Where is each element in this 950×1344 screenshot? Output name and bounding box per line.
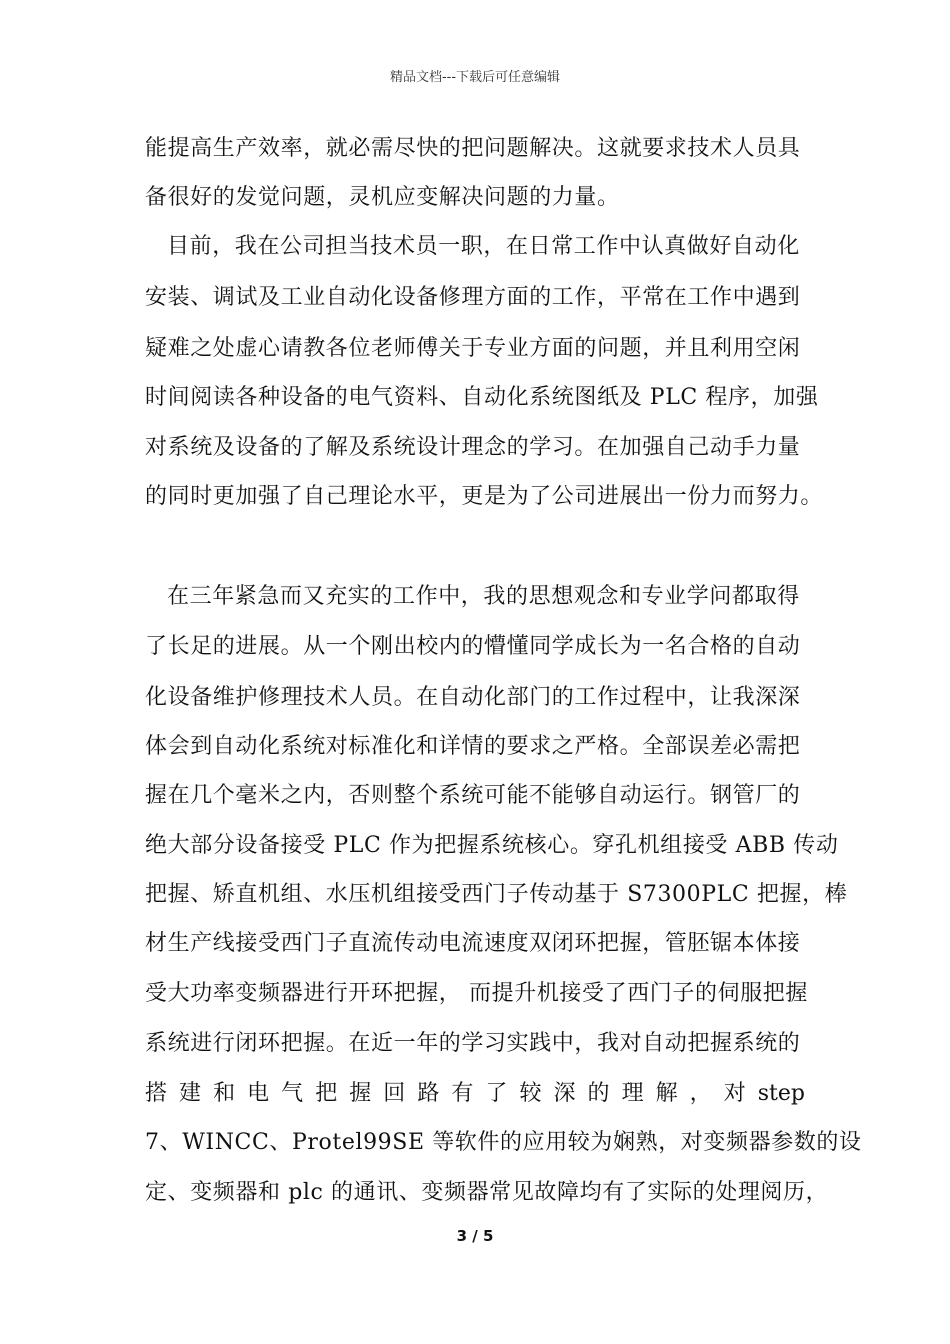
text-line: 安装、调试及工业自动化设备修理方面的工作，平常在工作中遇到 bbox=[145, 285, 801, 310]
text-line: 搭 建 和 电 气 把 握 回 路 有 了 较 深 的 理 解 ， 对 step bbox=[145, 1081, 805, 1106]
text-line: 备很好的发觉问题，灵机应变解决问题的力量。 bbox=[145, 185, 620, 210]
text-line: 化设备维护修理技术人员。在自动化部门的工作过程中，让我深深 bbox=[145, 685, 801, 710]
text-line: 材生产线接受西门子直流传动电流速度双闭环把握，管胚锯本体接 bbox=[145, 931, 801, 956]
text-line: 了长足的进展。从一个刚出校内的懵懂同学成长为一名合格的自动 bbox=[145, 634, 801, 659]
text-line: 体会到自动化系统对标准化和详情的要求之严格。全部误差必需把 bbox=[145, 734, 801, 759]
text-line: 绝大部分设备接受 PLC 作为把握系统核心。穿孔机组接受 ABB 传动 bbox=[145, 833, 839, 858]
text-line: 7、WINCC、Protel99SE 等软件的应用较为娴熟，对变频器参数的设 bbox=[145, 1130, 862, 1155]
text-line: 疑难之处虚心请教各位老师傅关于专业方面的问题，并且利用空闲 bbox=[145, 336, 801, 361]
text-line: 在三年紧急而又充实的工作中，我的思想观念和专业学问都取得 bbox=[167, 584, 800, 609]
document-header: 精品文档---下载后可任意编辑 bbox=[389, 70, 561, 85]
text-line: 时间阅读各种设备的电气资料、自动化系统图纸及 PLC 程序，加强 bbox=[145, 385, 819, 410]
text-line: 系统进行闭环把握。在近一年的学习实践中，我对自动把握系统的 bbox=[145, 1031, 801, 1056]
text-line: 对系统及设备的了解及系统设计理念的学习。在加强自己动手力量 bbox=[145, 435, 801, 460]
text-line: 受大功率变频器进行开环把握， 而提升机接受了西门子的伺服把握 bbox=[145, 981, 808, 1006]
text-line: 把握、矫直机组、水压机组接受西门子传动基于 S7300PLC 把握，棒 bbox=[145, 882, 848, 907]
page-number: 3 / 5 bbox=[456, 1227, 494, 1245]
text-line: 能提高生产效率，就必需尽快的把问题解决。这就要求技术人员具 bbox=[145, 136, 801, 161]
text-line: 目前，我在公司担当技术员一职，在日常工作中认真做好自动化 bbox=[167, 234, 800, 259]
text-line: 定、变频器和 plc 的通讯、变频器常见故障均有了实际的处理阅历， bbox=[145, 1180, 829, 1205]
text-line: 握在几个毫米之内，否则整个系统可能不能够自动运行。钢管厂的 bbox=[145, 783, 801, 808]
text-line: 的同时更加强了自己理论水平，更是为了公司进展出一份力而努力。 bbox=[145, 484, 824, 509]
